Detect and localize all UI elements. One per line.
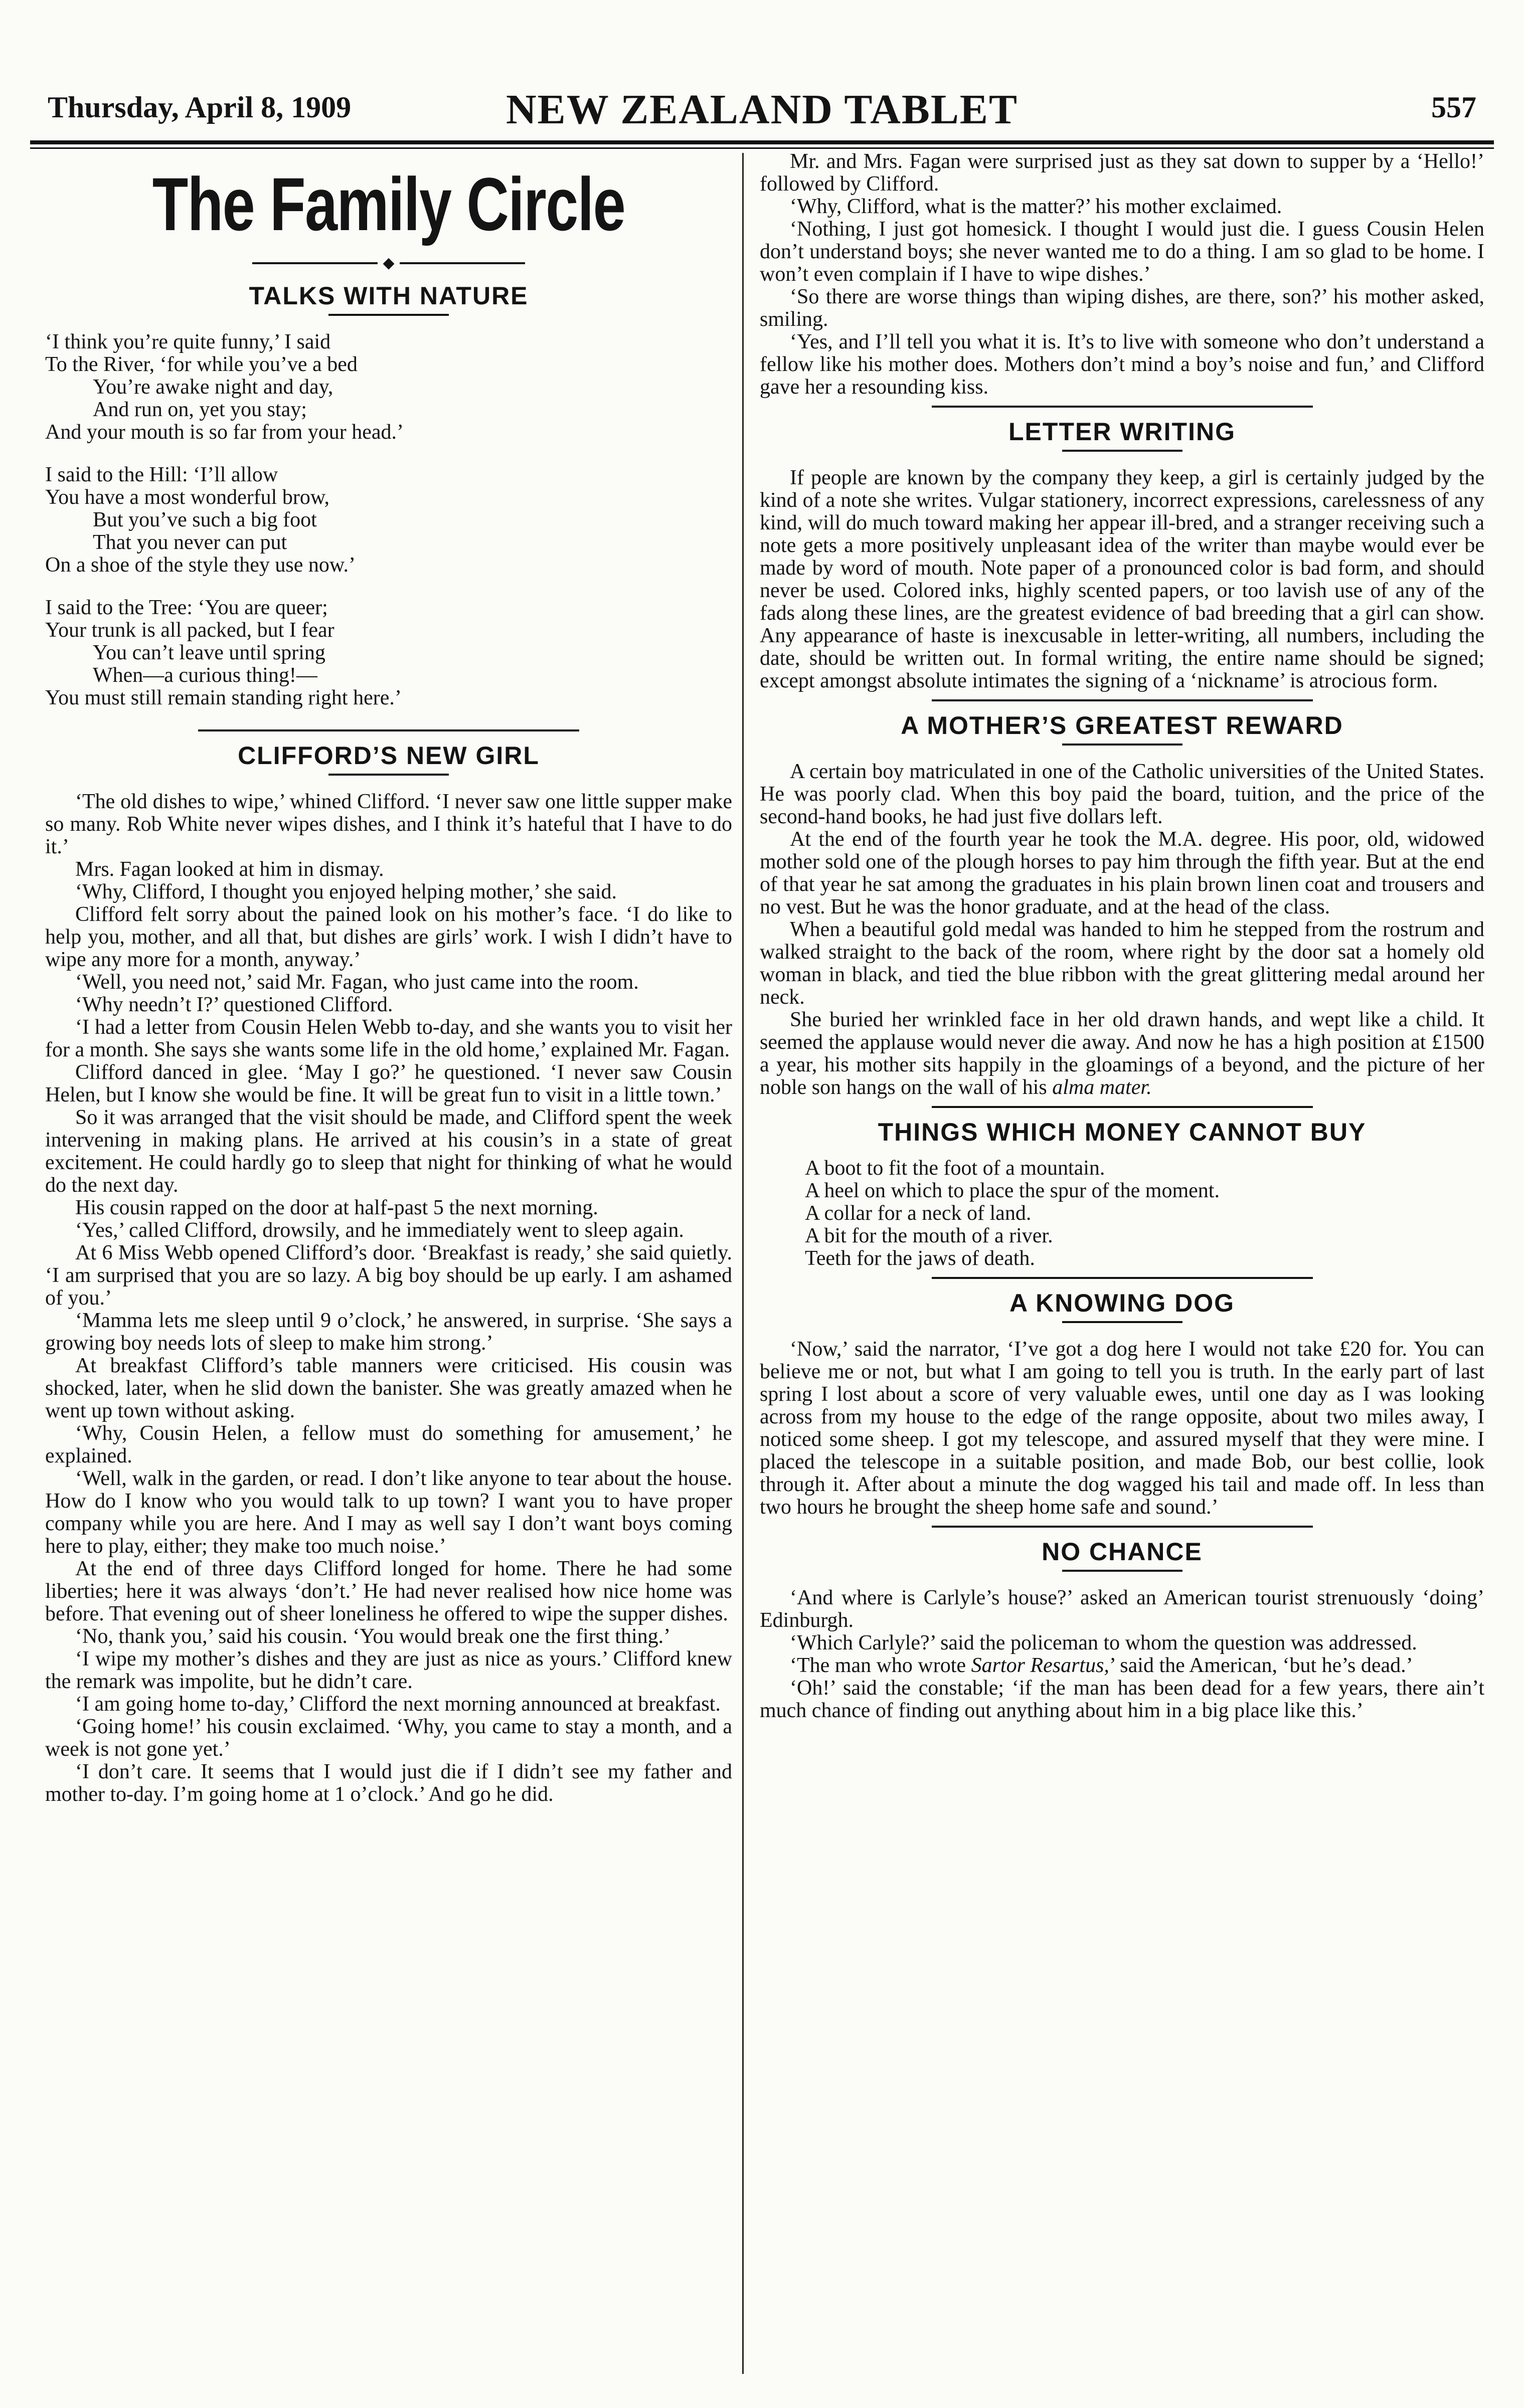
heading-rule	[1062, 744, 1182, 746]
poem-line: To the River, ‘for while you’ve a bed	[45, 353, 358, 377]
poem-line: I said to the Tree: ‘You are queer;	[45, 596, 328, 620]
section-rule	[932, 699, 1313, 701]
things-list	[805, 1157, 1484, 1270]
paragraph: ‘Why, Cousin Helen, a fellow must do something for amusement,’ he explained.	[45, 1422, 732, 1468]
paragraph: Clifford felt sorry about the pained look on his mother’s face. ‘I do like to help you, mother, and all that, but dishes are girls’ work. I wish I didn’t have to wipe any more for a month, anyway.’	[45, 903, 732, 972]
paragraph: When a beautiful gold medal was handed to him he stepped from the rostrum and walked straight to the back of the room, where right by the door sat a homely old woman in black, and tied the blue ribbon with the great glittering medal around her neck.	[760, 918, 1484, 1009]
paragraph: ‘Why, Clifford, what is the matter?’ his mother exclaimed.	[790, 195, 1282, 218]
no-chance-heading: NO CHANCE	[1042, 1538, 1203, 1566]
section-rule	[932, 1106, 1313, 1108]
cliffords-new-girl-heading: CLIFFORD’S NEW GIRL	[238, 742, 540, 770]
paragraph: Mrs. Fagan looked at him in dismay.	[75, 858, 384, 881]
paragraph: ‘Nothing, I just got homesick. I thought I would just die. I guess Cousin Helen don’t understand boys; she never wanted me to do a thing. I am so glad to be home. I won’t even complain if I have to wipe dishes.’	[760, 218, 1484, 286]
section-rule	[932, 406, 1313, 408]
poem-line: When—a curious thing!—	[93, 664, 317, 687]
list-item: A bit for the mouth of a river.	[805, 1224, 1053, 1247]
paragraph	[760, 1654, 1484, 1677]
paragraph: ‘Why needn’t I?’ questioned Clifford.	[75, 993, 393, 1017]
letter-writing-heading: LETTER WRITING	[1008, 418, 1236, 446]
paragraph: At the end of the fourth year he took the M.A. degree. His poor, old, widowed mother sold one of the plough horses to pay him through the fifth year. But at the end of that year he sat among the graduates in his plain brown linen coat and trousers and no vest. But he was the honor graduate, and at the head of the class.	[760, 828, 1484, 918]
paragraph: At 6 Miss Webb opened Clifford’s door. ‘Breakfast is ready,’ she said quietly. ‘I am surprised that you are so lazy. A big boy should be up early. I am ashamed of you.’	[45, 1241, 732, 1310]
section-rule	[198, 729, 579, 731]
masthead	[48, 85, 1476, 138]
right-column	[760, 150, 1484, 1722]
paragraph: ‘Mamma lets me sleep until 9 o’clock,’ he answered, in surprise. ‘She says a growing boy needs lots of sleep to make him strong.’	[45, 1309, 732, 1355]
paragraph	[760, 1009, 1484, 1099]
heading-rule	[328, 314, 449, 316]
paragraph: ‘Well, walk in the garden, or read. I don’t like anyone to tear about the house. How do I know who you would talk to up town? I want you to have proper company while you are here. And I may as well say I don’t want boys coming here to play, either; they make too much noise.’	[45, 1467, 732, 1558]
paragraph-text: ’ said the American, ‘but he’s dead.’	[1109, 1654, 1413, 1677]
poem-line: Your trunk is all packed, but I fear	[45, 619, 334, 642]
paragraph: ‘Which Carlyle?’ said the policeman to whom the question was addressed.	[790, 1631, 1417, 1654]
poem-line: And your mouth is so far from your head.’	[45, 421, 404, 444]
poem-line: And run on, yet you stay;	[93, 398, 307, 422]
list-item: A boot to fit the foot of a mountain.	[805, 1157, 1105, 1180]
list-item: A heel on which to place the spur of the moment.	[805, 1179, 1220, 1202]
paragraph: ‘I had a letter from Cousin Helen Webb to-day, and she wants you to visit her for a month. She says she wants some life in the old home,’ explained Mr. Fagan.	[45, 1016, 732, 1062]
poem-line: You must still remain standing right here.’	[45, 686, 402, 710]
paragraph: Mr. and Mrs. Fagan were surprised just as they sat down to supper by a ‘Hello!’ followed by Clifford.	[760, 150, 1484, 196]
paragraph: ‘Why, Clifford, I thought you enjoyed helping mother,’ she said.	[75, 880, 617, 904]
paragraph: ‘Oh!’ said the constable; ‘if the man has been dead for a few years, there ain’t much chance of finding out anything about him in a big place like this.’	[760, 1677, 1484, 1722]
paragraph: At the end of three days Clifford longed for home. There he had some liberties; here it was always ‘don’t.’ He had never realised how nice home was before. That evening out of sheer loneliness he offered to wipe the supper dishes.	[45, 1557, 732, 1626]
poem-line: You’re awake night and day,	[93, 376, 333, 399]
poem-line: But you’ve such a big foot	[93, 508, 317, 532]
knowing-dog-heading: A KNOWING DOG	[1009, 1289, 1235, 1317]
diamond-ornament-icon: ◆	[383, 255, 395, 272]
paragraph: ‘Going home!’ his cousin exclaimed. ‘Why, you came to stay a month, and a week is not gone yet.’	[45, 1715, 732, 1761]
paragraph: ‘I am going home to-day,’ Clifford the next morning announced at breakfast.	[75, 1693, 721, 1716]
list-item: A collar for a neck of land.	[805, 1202, 1032, 1225]
things-money-heading: THINGS WHICH MONEY CANNOT BUY	[878, 1118, 1367, 1146]
paragraph: ‘Yes, and I’ll tell you what it is. It’s to live with someone who don’t understand a fellow like his mother does. Mothers don’t mind a boy’s noise and fun,’ and Clifford gave her a resounding kiss.	[760, 330, 1484, 399]
list-item: Teeth for the jaws of death.	[805, 1247, 1035, 1270]
paragraph: His cousin rapped on the door at half-past 5 the next morning.	[75, 1196, 598, 1220]
paragraph: ‘Well, you need not,’ said Mr. Fagan, who just came into the room.	[75, 971, 639, 994]
heading-rule	[1062, 1321, 1182, 1323]
section-rule	[932, 1526, 1313, 1528]
poem-line: You can’t leave until spring	[93, 641, 325, 665]
paragraph: So it was arranged that the visit should be made, and Clifford spent the week intervening in making plans. He arrived at his cousin’s in a state of great excitement. He could hardly go to sleep that night for thinking of what he would do the next day.	[45, 1106, 732, 1197]
poem-line: ‘I think you’re quite funny,’ I said	[45, 330, 331, 354]
paragraph: Clifford danced in glee. ‘May I go?’ he questioned. ‘I never saw Cousin Helen, but I know she would be fine. It will be great fun to visit in a little town.’	[45, 1061, 732, 1107]
header-rule-thin	[30, 147, 1494, 149]
talks-with-nature-heading: TALKS WITH NATURE	[249, 282, 529, 310]
publication-name: NEW ZEALAND TABLET	[506, 86, 1018, 133]
poem-line: On a shoe of the style they use now.’	[45, 553, 356, 577]
paragraph: ‘So there are worse things than wiping dishes, are there, son?’ his mother asked, smiling.	[760, 285, 1484, 331]
page-title: The Family Circle	[152, 162, 625, 246]
paragraph: ‘And where is Carlyle’s house?’ asked an American tourist strenuously ‘doing’ Edinburgh.	[760, 1586, 1484, 1632]
section-rule	[932, 1277, 1313, 1279]
italic-phrase: alma mater.	[1052, 1076, 1152, 1099]
paragraph: ‘I don’t care. It seems that I would just die if I didn’t see my father and mother to-day. I’m going home at 1 o’clock.’ And go he did.	[45, 1760, 732, 1806]
heading-rule	[328, 774, 449, 776]
header-rule-thick	[30, 140, 1494, 144]
poem-stanza-3	[45, 597, 732, 709]
poem-stanza-1	[45, 331, 732, 444]
paragraph: ‘Yes,’ called Clifford, drowsily, and he immediately went to sleep again.	[75, 1219, 684, 1242]
italic-title: Sartor Resartus,	[971, 1654, 1109, 1677]
mothers-reward-heading: A MOTHER’S GREATEST REWARD	[901, 711, 1343, 739]
left-column	[45, 155, 732, 1806]
paragraph: If people are known by the company they keep, a girl is certainly judged by the kind of a note she writes. Vulgar stationery, incorrect expressions, carelessness of any kind, will do much toward making her appear ill-bred, and a stranger receiving such a note gets a more positively unpleasant idea of the writer than maybe would ever be made by word of mouth. Note paper of a pronounced color is bad form, and should never be used. Colored inks, highly scented papers, or too lavish use of any of the fads along these lines, are the greatest evidence of bad breeding that a girl can show. Any appearance of haste is inexcusable in letter-writing, all numbers, including the date, should be written out. In formal writing, the entire name should be signed; except amongst absolute intimates the signing of a ‘nickname’ is atrocious form.	[760, 466, 1484, 692]
paragraph: At breakfast Clifford’s table manners were criticised. His cousin was shocked, later, when he slid down the banister. She was greatly amazed when he went up town without asking.	[45, 1354, 732, 1423]
poem-line: You have a most wonderful brow,	[45, 486, 329, 509]
issue-date: Thursday, April 8, 1909	[48, 91, 352, 124]
poem-line: I said to the Hill: ‘I’ll allow	[45, 463, 278, 487]
heading-rule	[1062, 450, 1182, 452]
paragraph-text: She buried her wrinkled face in her old drawn hands, and wept like a child. It seemed the applause would never die away. And now he has a high position at £1500 a year, his mother sits happily in the gloamings of a beyond, and the picture of her noble son hangs on the wall of his	[760, 1008, 1484, 1099]
paragraph: ‘Now,’ said the narrator, ‘I’ve got a dog here I would not take £20 for. You can believe me or not, but what I am going to tell you is truth. In the early part of last spring I lost about a score of very valuable ewes, until one day as I was looking across from my house to the edge of the range opposite, about two miles away, I noticed some sheep. I got my telescope, and assured myself that they were mine. I placed the telescope in a suitable position, and made Bob, our best collie, look through it. After about a minute the dog wagged his tail and made off. In less than two hours he brought the sheep home safe and sound.’	[760, 1338, 1484, 1519]
paragraph-text: ‘The man who wrote	[790, 1654, 971, 1677]
paragraph: ‘I wipe my mother’s dishes and they are just as nice as yours.’ Clifford knew the remark was impolite, but he didn’t care.	[45, 1647, 732, 1694]
heading-rule	[1062, 1570, 1182, 1572]
column-divider	[742, 153, 744, 2374]
poem-line: That you never can put	[93, 531, 287, 554]
paragraph: A certain boy matriculated in one of the Catholic universities of the United States. He was poorly clad. When this boy paid the board, tuition, and the price of the second-hand books, he had just five dollars left.	[760, 760, 1484, 828]
paragraph: ‘No, thank you,’ said his cousin. ‘You would break one the first thing.’	[75, 1625, 671, 1648]
paragraph: ‘The old dishes to wipe,’ whined Clifford. ‘I never saw one little supper make so many. Rob White never wipes dishes, and I think it’s hateful that I have to do it.’	[45, 790, 732, 859]
title-ornament	[45, 255, 732, 271]
page-number: 557	[1431, 91, 1476, 124]
poem-stanza-2	[45, 464, 732, 577]
